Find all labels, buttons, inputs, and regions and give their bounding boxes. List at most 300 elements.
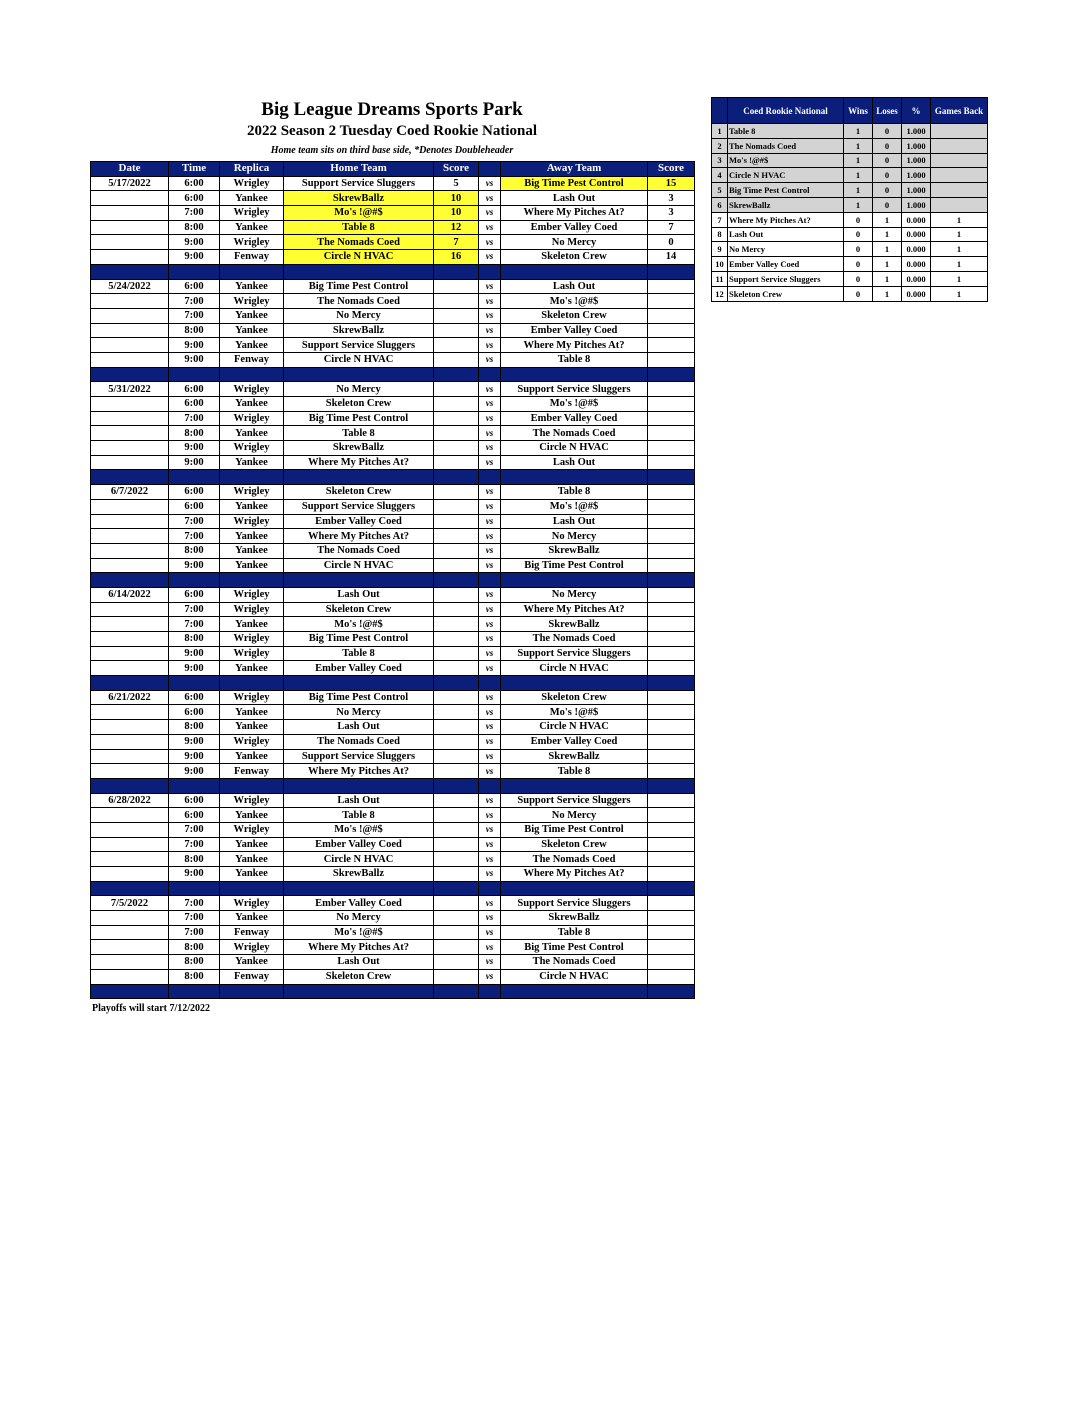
team-pct: 1.000 (902, 124, 931, 139)
game-time: 6:00 (169, 587, 220, 602)
away-score (648, 308, 695, 323)
away-score (648, 867, 695, 882)
home-score (434, 837, 479, 852)
away-team: Ember Valley Coed (501, 734, 648, 749)
away-team: Table 8 (501, 485, 648, 500)
game-time: 7:00 (169, 617, 220, 632)
home-score (434, 617, 479, 632)
separator-cell (501, 470, 648, 485)
team-name: Ember Valley Coed (728, 257, 844, 272)
game-time: 9:00 (169, 441, 220, 456)
home-team: Mo's !@#$ (284, 822, 434, 837)
col-away-score: Score (648, 162, 695, 177)
separator-cell (479, 778, 501, 793)
team-games-back (931, 124, 988, 139)
game-field: Wrigley (220, 514, 284, 529)
week-separator (91, 573, 695, 588)
team-rank: 7 (712, 212, 728, 227)
vs-label: vs (479, 382, 501, 397)
away-score: 7 (648, 220, 695, 235)
vs-label: vs (479, 352, 501, 367)
game-row (91, 705, 695, 720)
home-score (434, 720, 479, 735)
team-name: Table 8 (728, 124, 844, 139)
standings-row (712, 227, 988, 242)
game-time: 9:00 (169, 749, 220, 764)
home-score (434, 514, 479, 529)
team-rank: 5 (712, 183, 728, 198)
away-team: Ember Valley Coed (501, 411, 648, 426)
home-team: Support Service Sluggers (284, 499, 434, 514)
separator-cell (501, 881, 648, 896)
game-date (91, 206, 169, 221)
game-date (91, 867, 169, 882)
away-score (648, 426, 695, 441)
team-rank: 3 (712, 153, 728, 168)
home-score (434, 352, 479, 367)
game-time: 6:00 (169, 499, 220, 514)
team-rank: 6 (712, 197, 728, 212)
away-score (648, 822, 695, 837)
game-row (91, 382, 695, 397)
away-team: The Nomads Coed (501, 955, 648, 970)
separator-cell (169, 984, 220, 999)
home-team: SkrewBallz (284, 867, 434, 882)
game-date (91, 441, 169, 456)
team-pct: 1.000 (902, 168, 931, 183)
away-score (648, 602, 695, 617)
game-date (91, 617, 169, 632)
team-games-back: 1 (931, 242, 988, 257)
game-time: 8:00 (169, 720, 220, 735)
game-field: Wrigley (220, 206, 284, 221)
team-wins: 1 (844, 138, 873, 153)
away-score: 3 (648, 206, 695, 221)
away-score (648, 925, 695, 940)
game-time: 7:00 (169, 822, 220, 837)
game-time: 7:00 (169, 514, 220, 529)
home-score (434, 925, 479, 940)
separator-cell (434, 573, 479, 588)
game-time: 9:00 (169, 338, 220, 353)
game-time: 8:00 (169, 543, 220, 558)
vs-label: vs (479, 837, 501, 852)
home-score: 10 (434, 191, 479, 206)
game-date (91, 602, 169, 617)
game-time: 8:00 (169, 426, 220, 441)
vs-label: vs (479, 646, 501, 661)
home-team: No Mercy (284, 911, 434, 926)
team-loses: 0 (873, 183, 902, 198)
game-date (91, 764, 169, 779)
game-date (91, 969, 169, 984)
team-name: Skeleton Crew (728, 286, 844, 301)
week-separator (91, 367, 695, 382)
game-field: Yankee (220, 455, 284, 470)
separator-cell (479, 367, 501, 382)
team-wins: 1 (844, 168, 873, 183)
vs-label: vs (479, 764, 501, 779)
away-score (648, 587, 695, 602)
vs-label: vs (479, 338, 501, 353)
away-team: No Mercy (501, 529, 648, 544)
home-team: Mo's !@#$ (284, 206, 434, 221)
home-score (434, 455, 479, 470)
game-date (91, 235, 169, 250)
game-field: Yankee (220, 558, 284, 573)
away-team: Support Service Sluggers (501, 646, 648, 661)
game-date: 5/17/2022 (91, 176, 169, 191)
game-field: Fenway (220, 969, 284, 984)
team-games-back (931, 138, 988, 153)
away-team: SkrewBallz (501, 543, 648, 558)
game-time: 9:00 (169, 558, 220, 573)
away-team: Where My Pitches At? (501, 602, 648, 617)
game-date (91, 911, 169, 926)
vs-label: vs (479, 587, 501, 602)
week-separator (91, 984, 695, 999)
team-loses: 0 (873, 197, 902, 212)
vs-label: vs (479, 955, 501, 970)
game-row (91, 220, 695, 235)
separator-cell (169, 881, 220, 896)
game-date: 6/21/2022 (91, 690, 169, 705)
game-date: 5/24/2022 (91, 279, 169, 294)
separator-cell (220, 881, 284, 896)
away-score (648, 397, 695, 412)
away-score (648, 734, 695, 749)
team-wins: 0 (844, 286, 873, 301)
separator-cell (169, 573, 220, 588)
vs-label: vs (479, 308, 501, 323)
home-score (434, 323, 479, 338)
home-team: Where My Pitches At? (284, 764, 434, 779)
away-score: 14 (648, 250, 695, 265)
schedule-table (90, 161, 695, 999)
away-team: Support Service Sluggers (501, 382, 648, 397)
standings-row (712, 168, 988, 183)
separator-cell (284, 264, 434, 279)
standings-row (712, 257, 988, 272)
game-row (91, 632, 695, 647)
vs-label: vs (479, 514, 501, 529)
game-date (91, 734, 169, 749)
game-field: Yankee (220, 499, 284, 514)
game-field: Yankee (220, 867, 284, 882)
game-date (91, 558, 169, 573)
away-team: Circle N HVAC (501, 720, 648, 735)
away-score (648, 543, 695, 558)
col-away-team: Away Team (501, 162, 648, 177)
away-team: Table 8 (501, 352, 648, 367)
vs-label: vs (479, 529, 501, 544)
vs-label: vs (479, 220, 501, 235)
col-games-back: Games Back (931, 98, 988, 124)
game-row (91, 955, 695, 970)
home-team: Big Time Pest Control (284, 279, 434, 294)
team-rank: 10 (712, 257, 728, 272)
team-loses: 1 (873, 257, 902, 272)
away-team: The Nomads Coed (501, 852, 648, 867)
game-field: Wrigley (220, 441, 284, 456)
team-pct: 1.000 (902, 183, 931, 198)
game-row (91, 485, 695, 500)
game-date (91, 661, 169, 676)
game-field: Fenway (220, 352, 284, 367)
game-time: 8:00 (169, 955, 220, 970)
game-row (91, 455, 695, 470)
game-date (91, 808, 169, 823)
game-field: Wrigley (220, 294, 284, 309)
home-team: Skeleton Crew (284, 602, 434, 617)
game-row (91, 514, 695, 529)
game-date (91, 294, 169, 309)
vs-label: vs (479, 455, 501, 470)
team-rank: 2 (712, 138, 728, 153)
separator-cell (434, 984, 479, 999)
col-division: Coed Rookie National (728, 98, 844, 124)
home-score (434, 632, 479, 647)
standings-table (711, 97, 988, 302)
away-team: Skeleton Crew (501, 250, 648, 265)
game-row (91, 925, 695, 940)
separator-cell (501, 778, 648, 793)
vs-label: vs (479, 602, 501, 617)
team-name: Mo's !@#$ (728, 153, 844, 168)
game-row (91, 661, 695, 676)
away-team: Big Time Pest Control (501, 176, 648, 191)
away-score (648, 955, 695, 970)
away-score (648, 911, 695, 926)
game-field: Fenway (220, 925, 284, 940)
game-row (91, 793, 695, 808)
away-score (648, 617, 695, 632)
game-date (91, 250, 169, 265)
team-games-back: 1 (931, 212, 988, 227)
away-score (648, 514, 695, 529)
game-time: 7:00 (169, 602, 220, 617)
away-team: Big Time Pest Control (501, 558, 648, 573)
away-team: Lash Out (501, 514, 648, 529)
vs-label: vs (479, 690, 501, 705)
game-row (91, 558, 695, 573)
game-time: 6:00 (169, 808, 220, 823)
separator-cell (434, 264, 479, 279)
vs-label: vs (479, 617, 501, 632)
game-row (91, 176, 695, 191)
separator-cell (479, 470, 501, 485)
home-score (434, 690, 479, 705)
vs-label: vs (479, 720, 501, 735)
game-field: Yankee (220, 661, 284, 676)
team-loses: 1 (873, 271, 902, 286)
separator-cell (220, 367, 284, 382)
game-time: 9:00 (169, 764, 220, 779)
separator-cell (479, 881, 501, 896)
home-team: No Mercy (284, 705, 434, 720)
game-date (91, 529, 169, 544)
away-team: SkrewBallz (501, 617, 648, 632)
home-team: Big Time Pest Control (284, 411, 434, 426)
home-score (434, 793, 479, 808)
game-row (91, 690, 695, 705)
vs-label: vs (479, 279, 501, 294)
home-team: Where My Pitches At? (284, 529, 434, 544)
game-time: 7:00 (169, 308, 220, 323)
week-separator (91, 470, 695, 485)
game-field: Fenway (220, 250, 284, 265)
separator-cell (648, 573, 695, 588)
home-score (434, 308, 479, 323)
game-row (91, 587, 695, 602)
away-score (648, 852, 695, 867)
separator-cell (284, 676, 434, 691)
home-team: Mo's !@#$ (284, 617, 434, 632)
game-date (91, 514, 169, 529)
away-score (648, 940, 695, 955)
game-row (91, 911, 695, 926)
vs-label: vs (479, 250, 501, 265)
game-time: 7:00 (169, 837, 220, 852)
game-time: 9:00 (169, 235, 220, 250)
away-team: Support Service Sluggers (501, 793, 648, 808)
home-team: SkrewBallz (284, 323, 434, 338)
away-score (648, 969, 695, 984)
game-row (91, 529, 695, 544)
separator-cell (284, 367, 434, 382)
separator-cell (648, 984, 695, 999)
game-row (91, 294, 695, 309)
separator-cell (434, 778, 479, 793)
schedule-header-row (91, 162, 695, 177)
vs-label: vs (479, 808, 501, 823)
team-rank: 1 (712, 124, 728, 139)
game-time: 6:00 (169, 382, 220, 397)
standings-row (712, 124, 988, 139)
game-time: 7:00 (169, 911, 220, 926)
team-rank: 12 (712, 286, 728, 301)
game-field: Yankee (220, 911, 284, 926)
game-row (91, 308, 695, 323)
home-team: Circle N HVAC (284, 852, 434, 867)
game-date (91, 308, 169, 323)
game-time: 6:00 (169, 191, 220, 206)
away-team: Skeleton Crew (501, 690, 648, 705)
col-home-team: Home Team (284, 162, 434, 177)
vs-label: vs (479, 191, 501, 206)
col-home-score: Score (434, 162, 479, 177)
game-row (91, 808, 695, 823)
standings-header-row (712, 98, 988, 124)
vs-label: vs (479, 235, 501, 250)
separator-cell (479, 573, 501, 588)
home-score (434, 602, 479, 617)
separator-cell (220, 778, 284, 793)
standings-row (712, 153, 988, 168)
game-field: Wrigley (220, 587, 284, 602)
home-score (434, 441, 479, 456)
team-loses: 1 (873, 242, 902, 257)
team-name: The Nomads Coed (728, 138, 844, 153)
game-date (91, 646, 169, 661)
away-team: SkrewBallz (501, 911, 648, 926)
team-games-back: 1 (931, 257, 988, 272)
game-time: 6:00 (169, 279, 220, 294)
vs-label: vs (479, 911, 501, 926)
team-wins: 1 (844, 183, 873, 198)
game-field: Yankee (220, 749, 284, 764)
separator-cell (648, 470, 695, 485)
vs-label: vs (479, 411, 501, 426)
game-row (91, 397, 695, 412)
team-loses: 1 (873, 286, 902, 301)
home-team: Ember Valley Coed (284, 896, 434, 911)
game-row (91, 602, 695, 617)
home-team: Table 8 (284, 220, 434, 235)
away-team: Skeleton Crew (501, 308, 648, 323)
game-date (91, 323, 169, 338)
game-field: Wrigley (220, 646, 284, 661)
separator-cell (169, 264, 220, 279)
game-field: Wrigley (220, 734, 284, 749)
game-time: 7:00 (169, 206, 220, 221)
team-loses: 0 (873, 168, 902, 183)
game-field: Wrigley (220, 822, 284, 837)
game-time: 8:00 (169, 632, 220, 647)
game-field: Yankee (220, 426, 284, 441)
game-date: 5/31/2022 (91, 382, 169, 397)
team-rank: 9 (712, 242, 728, 257)
home-team: Table 8 (284, 646, 434, 661)
game-date (91, 499, 169, 514)
standings-row (712, 138, 988, 153)
home-score (434, 279, 479, 294)
away-score (648, 441, 695, 456)
home-team: Where My Pitches At? (284, 940, 434, 955)
home-score (434, 338, 479, 353)
away-score (648, 720, 695, 735)
away-team: Where My Pitches At? (501, 206, 648, 221)
game-row (91, 749, 695, 764)
home-score (434, 558, 479, 573)
home-score (434, 661, 479, 676)
away-score (648, 499, 695, 514)
away-team: Table 8 (501, 764, 648, 779)
game-time: 8:00 (169, 220, 220, 235)
home-score: 5 (434, 176, 479, 191)
game-row (91, 646, 695, 661)
game-time: 8:00 (169, 852, 220, 867)
separator-cell (91, 573, 169, 588)
vs-label: vs (479, 558, 501, 573)
home-score (434, 499, 479, 514)
game-field: Wrigley (220, 896, 284, 911)
game-time: 8:00 (169, 323, 220, 338)
col-time: Time (169, 162, 220, 177)
away-score (648, 764, 695, 779)
game-date: 6/7/2022 (91, 485, 169, 500)
home-team: Big Time Pest Control (284, 632, 434, 647)
home-score: 10 (434, 206, 479, 221)
game-date (91, 397, 169, 412)
game-field: Yankee (220, 955, 284, 970)
vs-label: vs (479, 632, 501, 647)
vs-label: vs (479, 426, 501, 441)
game-date: 6/14/2022 (91, 587, 169, 602)
vs-label: vs (479, 793, 501, 808)
away-team: Where My Pitches At? (501, 867, 648, 882)
home-team: No Mercy (284, 308, 434, 323)
